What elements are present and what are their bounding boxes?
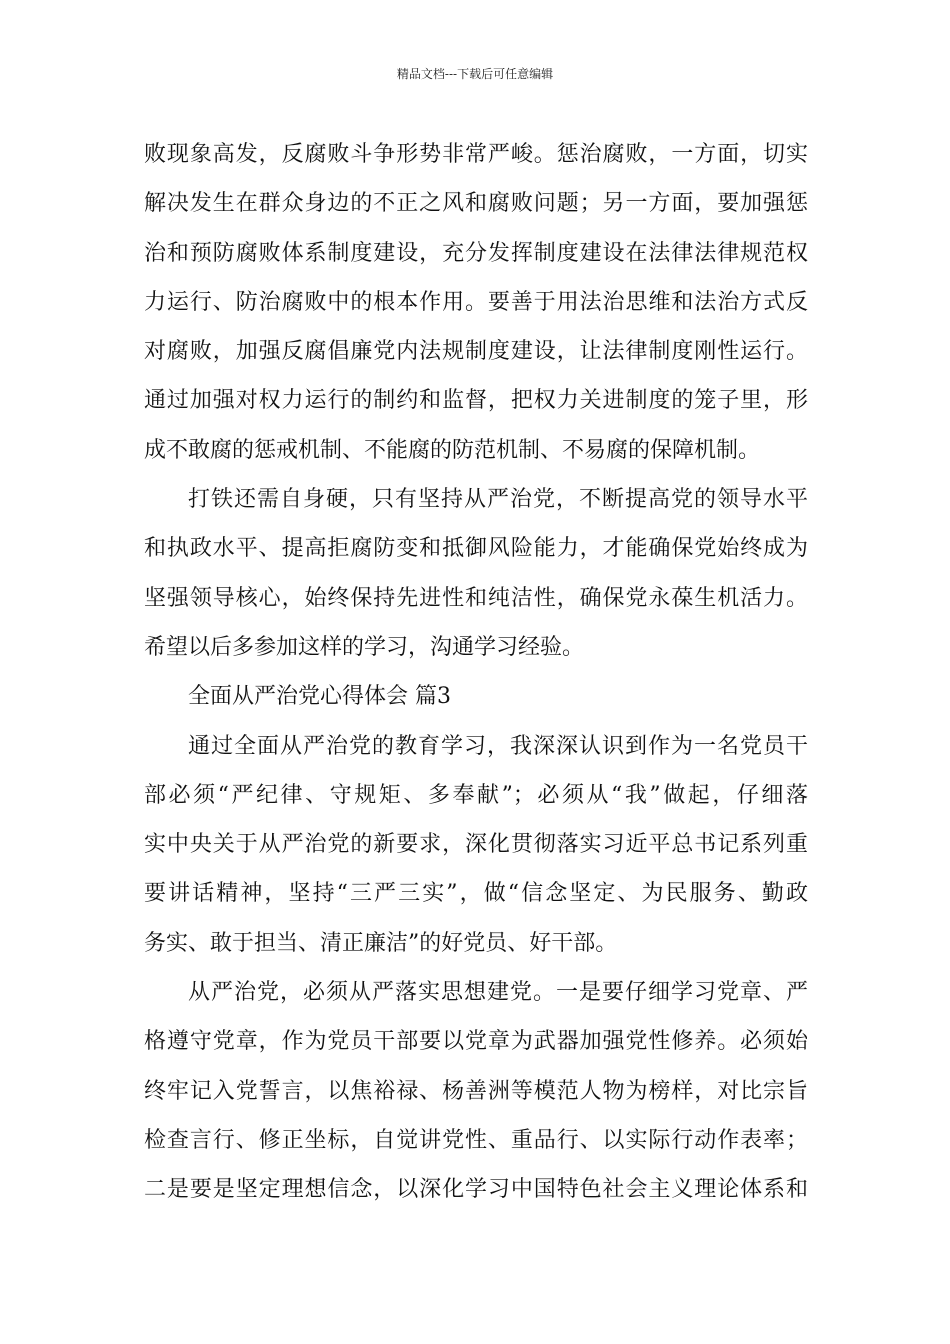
text-line: 通过全面从严治党的教育学习，我深深认识到作为一名党员干 [188,733,808,759]
text-line: 从严治党，必须从严落实思想建党。一是要仔细学习党章、严 [188,980,808,1006]
text-line: 力运行、防治腐败中的根本作用。要善于用法治思维和法治方式反 [144,289,808,315]
text-line: 二是要是坚定理想信念，以深化学习中国特色社会主义理论体系和 [144,1177,808,1203]
text-line: 打铁还需自身硬，只有坚持从严治党，不断提高党的领导水平 [188,487,808,513]
text-line: 终牢记入党誓言，以焦裕禄、杨善洲等模范人物为榜样，对比宗旨 [144,1078,808,1104]
text-line: 治和预防腐败体系制度建设，充分发挥制度建设在法律法律规范权 [144,240,808,266]
text-line: 和执政水平、提高拒腐防变和抵御风险能力，才能确保党始终成为 [144,536,808,562]
document-body [144,130,808,1215]
text-line: 要讲话精神，坚持“三严三实”，做“信念坚定、为民服务、勤政 [144,881,808,907]
text-line: 希望以后多参加这样的学习，沟通学习经验。 [144,634,585,660]
text-line: 对腐败，加强反腐倡廉党内法规制度建设，让法律制度刚性运行。 [144,339,808,365]
text-line: 成不敢腐的惩戒机制、不能腐的防范机制、不易腐的保障机制。 [144,437,761,463]
text-line: 格遵守党章，作为党员干部要以党章为武器加强党性修养。必须始 [144,1029,808,1055]
text-line: 务实、敢于担当、清正廉洁”的好党员、好干部。 [144,930,618,956]
text-line: 坚强领导核心，始终保持先进性和纯洁性，确保党永葆生机活力。 [144,585,808,611]
text-line: 败现象高发，反腐败斗争形势非常严峻。惩治腐败，一方面，切实 [144,142,808,167]
page-header: 精品文档---下载后可任意编辑 [396,67,554,81]
text-line: 检查言行、修正坐标，自觉讲党性、重品行、以实际行动作表率； [144,1127,808,1153]
text-line: 部必须“严纪律、守规矩、多奉献”；必须从“我”做起，仔细落 [144,782,808,808]
text-line: 全面从严治党心得体会 篇3 [188,684,451,710]
text-line: 解决发生在群众身边的不正之风和腐败问题；另一方面，要加强惩 [144,191,808,217]
text-line: 通过加强对权力运行的制约和监督，把权力关进制度的笼子里，形 [144,388,808,414]
text-line: 实中央关于从严治党的新要求，深化贯彻落实习近平总书记系列重 [144,832,808,858]
